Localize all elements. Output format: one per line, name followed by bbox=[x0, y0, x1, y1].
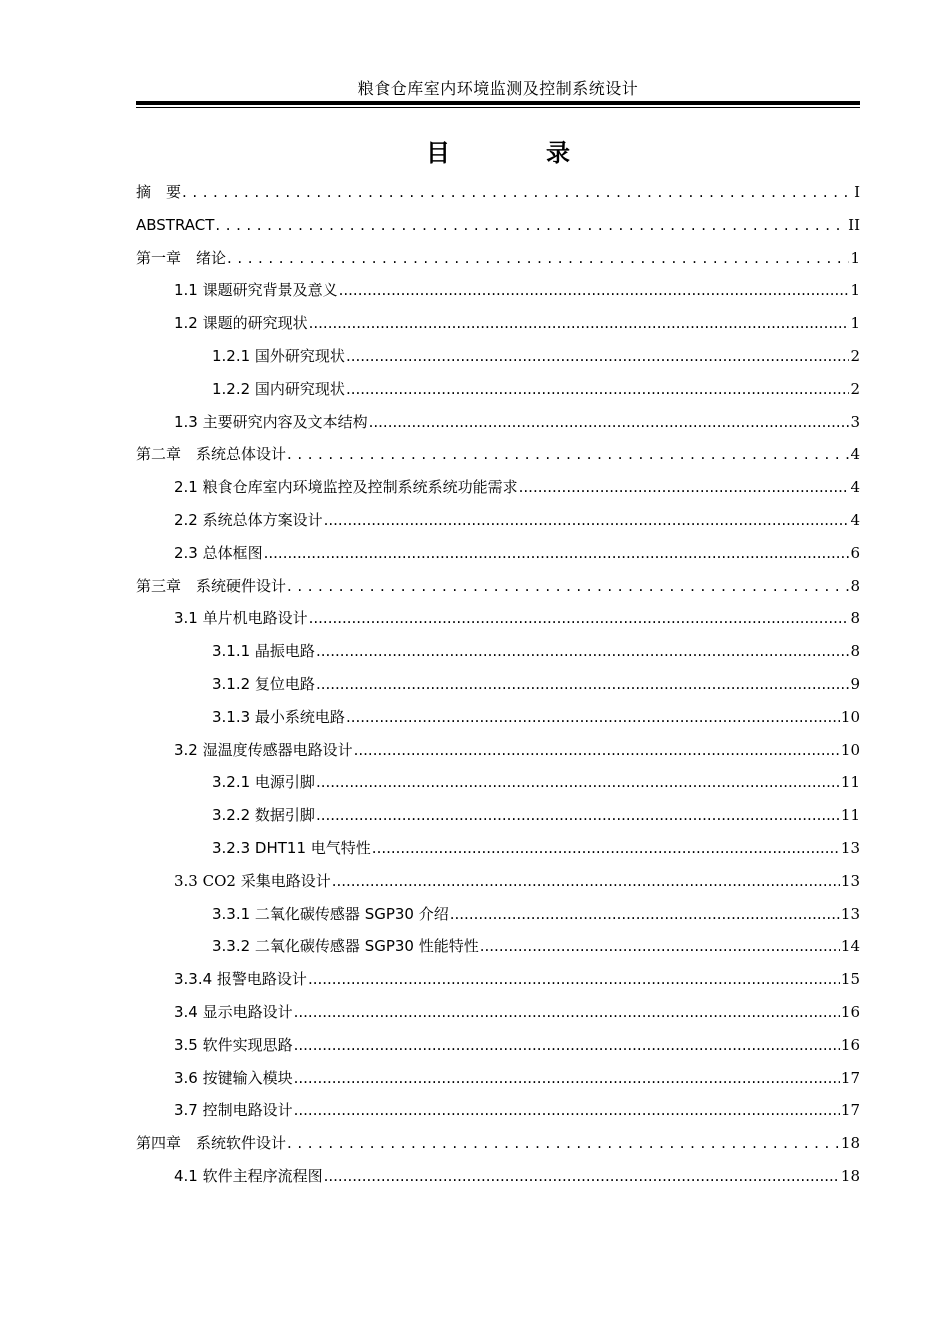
toc-entry-page: 15 bbox=[840, 970, 860, 989]
toc-entry-page: 1 bbox=[850, 314, 860, 333]
toc-entry[interactable] bbox=[136, 340, 860, 373]
toc-entry[interactable] bbox=[136, 406, 860, 439]
toc-entry[interactable] bbox=[136, 1062, 860, 1095]
toc-entry[interactable] bbox=[136, 274, 860, 307]
toc-dot-leader bbox=[182, 176, 853, 209]
toc-entry-label: 1.2.2 国内研究现状 bbox=[212, 379, 345, 398]
toc-entry[interactable] bbox=[136, 504, 860, 537]
toc-dot-leader bbox=[264, 537, 850, 570]
toc-entry-page: 9 bbox=[850, 674, 860, 693]
toc-entry-label: 2.1 粮食仓库室内环境监控及控制系统系统功能需求 bbox=[174, 478, 518, 497]
toc-entry-page: 2 bbox=[850, 379, 860, 398]
toc-entry[interactable] bbox=[136, 1029, 860, 1062]
toc-entry-page: 2 bbox=[850, 346, 860, 365]
toc-entry-label: 1.1 课题研究背景及意义 bbox=[174, 281, 338, 300]
toc-entry[interactable] bbox=[136, 635, 860, 668]
toc-entry[interactable] bbox=[136, 1160, 860, 1193]
toc-dot-leader bbox=[346, 373, 850, 406]
toc-entry[interactable] bbox=[136, 996, 860, 1029]
toc-entry-page: 17 bbox=[840, 1068, 860, 1087]
table-of-contents bbox=[136, 176, 860, 1193]
toc-entry-label: 3.7 控制电路设计 bbox=[174, 1101, 293, 1120]
toc-entry[interactable] bbox=[136, 570, 860, 603]
toc-entry-page: 11 bbox=[840, 806, 860, 825]
toc-entry-label: 2.2 系统总体方案设计 bbox=[174, 510, 323, 529]
toc-dot-leader bbox=[346, 701, 840, 734]
toc-entry-label: 第二章 系统总体设计 bbox=[136, 445, 287, 464]
toc-entry[interactable] bbox=[136, 898, 860, 931]
toc-dot-leader bbox=[227, 242, 849, 275]
toc-entry-page: 4 bbox=[850, 445, 860, 464]
toc-dot-leader bbox=[287, 570, 849, 603]
toc-entry-page: 18 bbox=[840, 1134, 860, 1153]
toc-dot-leader bbox=[308, 963, 840, 996]
toc-entry-page: 17 bbox=[840, 1101, 860, 1120]
toc-entry-page: 13 bbox=[840, 904, 860, 923]
toc-entry-page: 6 bbox=[850, 543, 860, 562]
toc-entry-label: 3.3.2 二氧化碳传感器 SGP30 性能特性 bbox=[212, 937, 479, 956]
toc-entry-page: 10 bbox=[840, 740, 860, 759]
toc-entry-page: 16 bbox=[840, 1002, 860, 1021]
toc-entry[interactable] bbox=[136, 701, 860, 734]
toc-dot-leader bbox=[372, 832, 840, 865]
toc-dot-leader bbox=[294, 996, 840, 1029]
toc-entry-label: 3.1.3 最小系统电路 bbox=[212, 707, 345, 726]
toc-dot-leader bbox=[294, 1094, 840, 1127]
toc-entry[interactable] bbox=[136, 832, 860, 865]
toc-entry-label: 3.2.3 DHT11 电气特性 bbox=[212, 838, 371, 857]
toc-entry[interactable] bbox=[136, 209, 860, 242]
toc-entry-page: 8 bbox=[850, 576, 860, 595]
toc-dot-leader bbox=[324, 504, 850, 537]
toc-entry-label: 3.3.1 二氧化碳传感器 SGP30 介绍 bbox=[212, 904, 449, 923]
toc-entry-page: 11 bbox=[840, 773, 860, 792]
toc-entry-label: 3.4 显示电路设计 bbox=[174, 1002, 293, 1021]
toc-dot-leader bbox=[215, 209, 847, 242]
toc-entry-page: 4 bbox=[850, 478, 860, 497]
toc-dot-leader bbox=[287, 1127, 840, 1160]
toc-entry-label: 1.2 课题的研究现状 bbox=[174, 314, 308, 333]
toc-entry-label: 3.3 CO2 采集电路设计 bbox=[174, 871, 331, 890]
toc-title: 目 录 bbox=[426, 139, 606, 167]
toc-dot-leader bbox=[339, 274, 850, 307]
toc-entry-label: 2.3 总体框图 bbox=[174, 543, 263, 562]
toc-dot-leader bbox=[316, 766, 840, 799]
toc-dot-leader bbox=[450, 898, 840, 931]
header-rule-thin bbox=[136, 107, 860, 108]
toc-entry-label: 3.1.1 晶振电路 bbox=[212, 642, 315, 661]
toc-entry[interactable] bbox=[136, 1127, 860, 1160]
toc-entry[interactable] bbox=[136, 668, 860, 701]
toc-entry-page: 16 bbox=[840, 1035, 860, 1054]
toc-entry-page: 8 bbox=[850, 609, 860, 628]
toc-dot-leader bbox=[294, 1029, 840, 1062]
toc-entry[interactable] bbox=[136, 766, 860, 799]
toc-entry[interactable] bbox=[136, 373, 860, 406]
toc-entry[interactable] bbox=[136, 930, 860, 963]
toc-entry-label: 第三章 系统硬件设计 bbox=[136, 576, 287, 595]
toc-dot-leader bbox=[480, 930, 840, 963]
toc-dot-leader bbox=[354, 734, 840, 767]
toc-entry[interactable] bbox=[136, 963, 860, 996]
toc-entry-label: 3.5 软件实现思路 bbox=[174, 1035, 293, 1054]
toc-entry-page: 18 bbox=[840, 1166, 860, 1185]
toc-entry-label: 3.1 单片机电路设计 bbox=[174, 609, 308, 628]
toc-entry-label: 3.2 湿温度传感器电路设计 bbox=[174, 740, 353, 759]
toc-dot-leader bbox=[519, 471, 850, 504]
toc-entry-page: I bbox=[854, 183, 860, 201]
toc-dot-leader bbox=[346, 340, 850, 373]
toc-entry-page: 3 bbox=[850, 412, 860, 431]
toc-entry[interactable] bbox=[136, 602, 860, 635]
toc-entry-label: ABSTRACT bbox=[136, 215, 215, 234]
toc-dot-leader bbox=[287, 438, 849, 471]
toc-entry-label: 1.3 主要研究内容及文本结构 bbox=[174, 412, 368, 431]
toc-entry-page: 1 bbox=[850, 281, 860, 300]
toc-entry-label: 第一章 绪论 bbox=[136, 248, 227, 267]
toc-entry[interactable] bbox=[136, 865, 860, 898]
toc-dot-leader bbox=[316, 635, 850, 668]
toc-dot-leader bbox=[324, 1160, 840, 1193]
toc-dot-leader bbox=[316, 799, 840, 832]
toc-entry[interactable] bbox=[136, 1094, 860, 1127]
toc-dot-leader bbox=[294, 1062, 840, 1095]
toc-entry-label: 1.2.1 国外研究现状 bbox=[212, 346, 345, 365]
header-rule-thick bbox=[136, 101, 860, 105]
toc-entry[interactable] bbox=[136, 242, 860, 275]
toc-entry-page: 4 bbox=[850, 510, 860, 529]
toc-entry-label: 3.3.4 报警电路设计 bbox=[174, 970, 307, 989]
toc-entry[interactable] bbox=[136, 307, 860, 340]
toc-entry-label: 3.1.2 复位电路 bbox=[212, 674, 315, 693]
toc-entry-page: 1 bbox=[850, 248, 860, 267]
toc-entry-label: 摘 要 bbox=[136, 183, 182, 201]
toc-entry[interactable] bbox=[136, 799, 860, 832]
toc-entry-label: 4.1 软件主程序流程图 bbox=[174, 1166, 323, 1185]
toc-dot-leader bbox=[309, 307, 850, 340]
toc-entry-label: 3.2.1 电源引脚 bbox=[212, 773, 315, 792]
toc-dot-leader bbox=[369, 406, 850, 439]
toc-entry-page: 13 bbox=[840, 838, 860, 857]
page-header: 粮食仓库室内环境监测及控制系统设计 bbox=[357, 79, 639, 98]
toc-entry[interactable] bbox=[136, 537, 860, 570]
toc-entry[interactable] bbox=[136, 176, 860, 209]
toc-dot-leader bbox=[316, 668, 850, 701]
toc-entry-page: 14 bbox=[840, 937, 860, 956]
toc-dot-leader bbox=[309, 602, 850, 635]
toc-entry-page: 8 bbox=[850, 642, 860, 661]
toc-entry-page: 10 bbox=[840, 707, 860, 726]
toc-entry-label: 3.2.2 数据引脚 bbox=[212, 806, 315, 825]
toc-entry-label: 第四章 系统软件设计 bbox=[136, 1134, 287, 1153]
toc-dot-leader bbox=[332, 865, 840, 898]
toc-entry[interactable] bbox=[136, 734, 860, 767]
toc-entry-page: II bbox=[848, 215, 860, 234]
toc-entry-label: 3.6 按键输入模块 bbox=[174, 1068, 293, 1087]
toc-entry[interactable] bbox=[136, 438, 860, 471]
toc-entry-page: 13 bbox=[840, 871, 860, 890]
toc-entry[interactable] bbox=[136, 471, 860, 504]
